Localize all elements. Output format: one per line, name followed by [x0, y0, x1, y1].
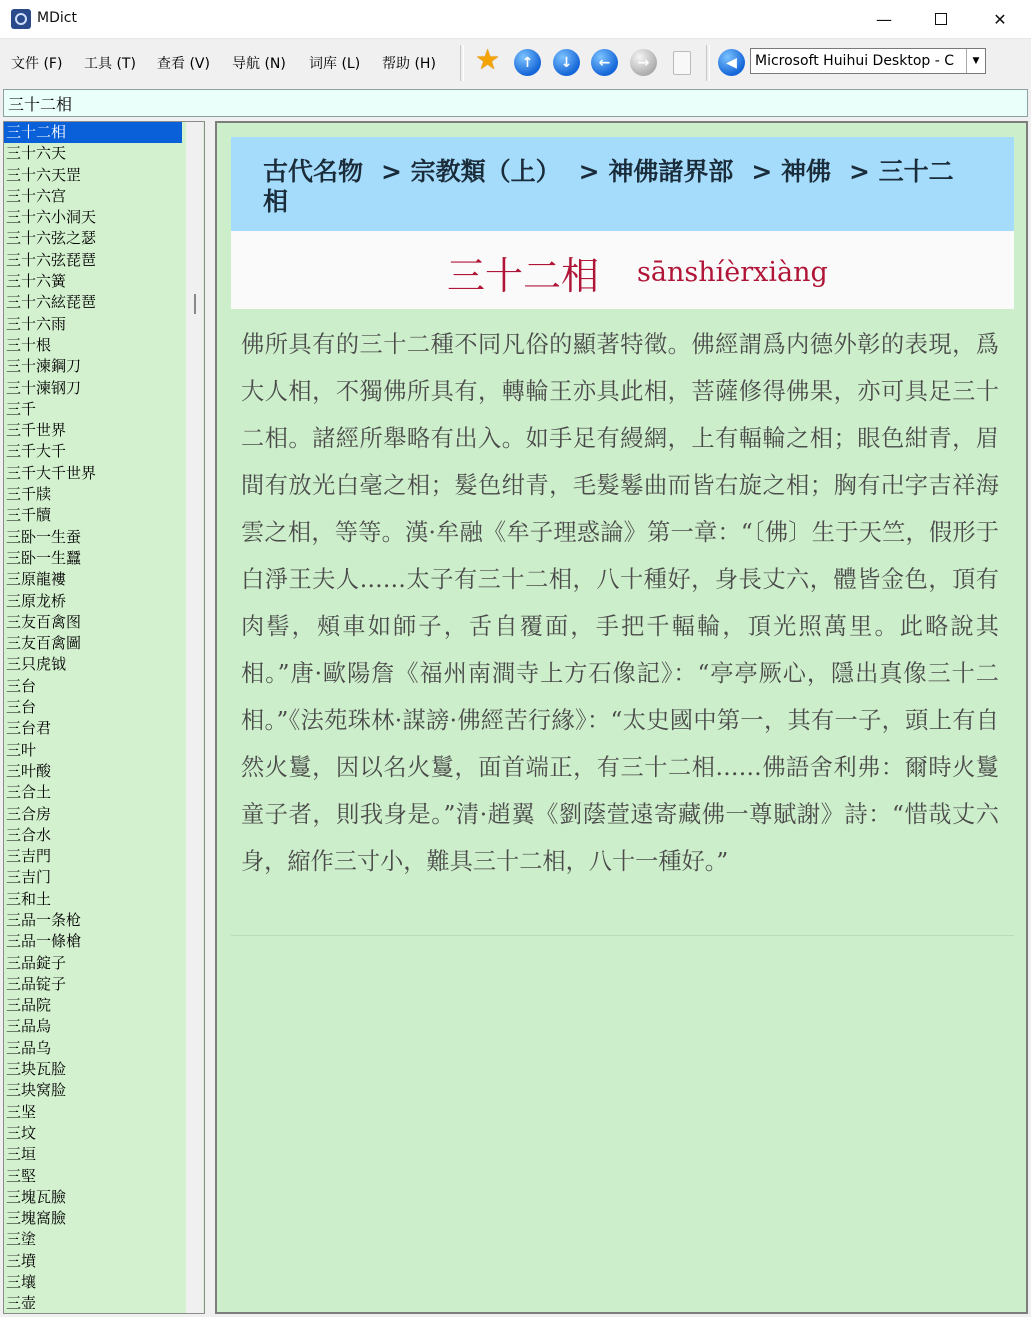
word-list[interactable] — [3, 121, 205, 1314]
word-list-item[interactable]: 三和土 — [6, 889, 52, 908]
word-list-item[interactable]: 三合水 — [6, 825, 52, 844]
word-list-item[interactable]: 三十六天 — [6, 144, 67, 163]
toolbar-separator — [706, 45, 710, 81]
menu-navigate[interactable]: 导航 (N) — [232, 56, 286, 72]
word-list-item[interactable]: 三友百禽圖 — [6, 634, 82, 653]
search-input[interactable] — [3, 89, 1028, 117]
menu-library[interactable]: 词库 (L) — [309, 56, 361, 72]
word-list-item[interactable]: 三墳 — [6, 1251, 37, 1270]
word-list-item[interactable]: 三品乌 — [6, 1038, 52, 1057]
word-list-item[interactable]: 三友百禽图 — [6, 612, 82, 631]
word-list-item[interactable]: 三台 — [6, 698, 37, 717]
arrow-left-icon[interactable]: ← — [591, 49, 618, 76]
close-button[interactable]: ✕ — [993, 9, 1007, 29]
word-list-scrollbar[interactable] — [186, 122, 203, 1313]
word-list-item[interactable]: 三吉門 — [6, 847, 52, 866]
minimize-button[interactable]: — — [876, 9, 892, 29]
word-list-item[interactable]: 三十湅钢刀 — [6, 378, 82, 397]
word-list-item[interactable]: 三垣 — [6, 1145, 37, 1164]
word-list-items — [4, 122, 182, 1314]
word-list-item[interactable]: 三十二相 — [4, 122, 182, 143]
word-list-item[interactable]: 三千 — [6, 399, 37, 418]
word-list-item[interactable]: 三壤 — [6, 1273, 37, 1292]
word-list-item[interactable]: 三十六宫 — [6, 186, 67, 205]
word-list-item[interactable]: 三块瓦脸 — [6, 1060, 67, 1079]
word-list-item[interactable]: 三坟 — [6, 1123, 37, 1142]
arrow-up-icon[interactable]: ↑ — [514, 49, 541, 76]
maximize-button[interactable] — [912, 0, 970, 38]
clipboard-icon[interactable] — [668, 49, 695, 76]
word-list-item[interactable]: 三十六絃琵琶 — [6, 293, 97, 312]
breadcrumb-item[interactable]: > 三十二相 — [263, 157, 954, 216]
word-list-item[interactable]: 三只虎钺 — [6, 655, 67, 674]
word-list-item[interactable]: 三堅 — [6, 1166, 37, 1185]
word-list-item[interactable]: 三十根 — [6, 335, 52, 354]
word-list-item[interactable]: 三台君 — [6, 719, 52, 738]
divider — [231, 935, 1014, 936]
headword-box — [231, 231, 1014, 309]
word-list-item[interactable]: 三千大千世界 — [6, 463, 97, 482]
word-list-item[interactable]: 三卧一生蚕 — [6, 527, 82, 546]
breadcrumb — [231, 137, 1014, 231]
word-list-item[interactable]: 三原龍褸 — [6, 570, 67, 589]
word-list-item[interactable]: 三品一條槍 — [6, 932, 82, 951]
menu-tools[interactable]: 工具 (T) — [84, 56, 136, 72]
word-list-item[interactable]: 三叶酸 — [6, 761, 52, 780]
speaker-icon[interactable]: ◀ — [718, 49, 745, 76]
window-title: MDict — [37, 10, 77, 26]
breadcrumb-item[interactable]: 古代名物 — [263, 157, 364, 186]
toolbar-separator — [460, 45, 464, 81]
pinyin: sānshíèrxiàng — [637, 257, 828, 288]
voice-select[interactable] — [750, 48, 986, 74]
definition-text: 佛所具有的三十二種不同凡俗的顯著特徵。佛經謂爲内德外彰的表現，爲大人相，不獨佛所具有，轉輪王亦具此相，菩薩修得佛果，亦可具足三十二相。諸經所舉略有出入。如手足有縵網，上有輻輪之相；眼色紺青，眉間有放光白毫之相；髮色绀青，毛髮鬈曲而皆右旋之相；胸有卍字吉祥海雲之相，等等。漢·牟融《牟子理惑論》第一章：“〔佛〕生于天竺，假形于白淨王夫人……太子有三十二相，八十種好，身長丈六，體皆金色，頂有肉髻，頰車如師子，舌自覆面，手把千輻輪，頂光照萬里。此略說其相。”唐·歐陽詹《福州南澗寺上方石像記》：“亭亭厥心，隱出真像三十二相。”《法苑珠林·謀謗·佛經苦行緣》：“太史國中第一，其有一子，頭上有自然火鬘，因以名火鬘，面首端正，有三十二相……佛語舍利弗：爾時火鬘童子者，則我身是。”清·趙翼《劉蔭萱遠寄藏佛一尊賦謝》詩：“惜哉丈六身，縮作三寸小，難具三十二相，八十一種好。” — [241, 331, 999, 875]
word-list-item[interactable]: 三合房 — [6, 804, 52, 823]
word-list-item[interactable]: 三千世界 — [6, 421, 67, 440]
word-list-item[interactable]: 三十六簧 — [6, 272, 67, 291]
word-list-item[interactable]: 三卧一生蠶 — [6, 548, 82, 567]
menu-toolbar — [0, 39, 1031, 87]
word-list-item[interactable]: 三块窝脸 — [6, 1081, 67, 1100]
breadcrumb-item[interactable]: > 神佛諸界部 — [578, 157, 734, 186]
word-list-item[interactable]: 三塗 — [6, 1230, 37, 1249]
voice-select-value: Microsoft Huihui Desktop - C — [755, 53, 955, 69]
word-list-item[interactable]: 三十六弦之瑟 — [6, 229, 97, 248]
word-list-item[interactable]: 三千大千 — [6, 442, 67, 461]
maximize-icon — [935, 13, 947, 25]
menu-help[interactable]: 帮助 (H) — [382, 56, 436, 72]
word-list-item[interactable]: 三合土 — [6, 783, 52, 802]
word-list-item[interactable]: 三台 — [6, 676, 37, 695]
definition-pane — [215, 121, 1028, 1314]
word-list-item[interactable]: 三十六天罡 — [6, 165, 82, 184]
arrow-down-icon[interactable]: ↓ — [553, 49, 580, 76]
word-list-item[interactable]: 三十六雨 — [6, 314, 67, 333]
word-list-item[interactable]: 三原龙桥 — [6, 591, 67, 610]
word-list-item[interactable]: 三十六弦琵琶 — [6, 250, 97, 269]
word-list-item[interactable]: 三品烏 — [6, 1017, 52, 1036]
word-list-item[interactable]: 三千牍 — [6, 485, 52, 504]
word-list-item[interactable]: 三品錠子 — [6, 953, 67, 972]
word-list-item[interactable]: 三叶 — [6, 740, 37, 759]
chevron-down-icon[interactable]: ▼ — [966, 49, 985, 73]
app-icon — [11, 9, 31, 29]
menu-view[interactable]: 查看 (V) — [157, 56, 210, 72]
word-list-item[interactable]: 三品院 — [6, 996, 52, 1015]
arrow-right-icon[interactable]: → — [630, 49, 657, 76]
scrollbar-thumb[interactable] — [194, 294, 196, 314]
word-list-item[interactable]: 三塊瓦臉 — [6, 1187, 67, 1206]
word-list-item[interactable]: 三壶 — [6, 1294, 37, 1313]
star-icon[interactable]: ★ — [474, 43, 501, 76]
word-list-item[interactable]: 三十湅鋼刀 — [6, 357, 82, 376]
word-list-item[interactable]: 三十六小洞天 — [6, 208, 97, 227]
word-list-item[interactable]: 三品一条枪 — [6, 910, 82, 929]
breadcrumb-item[interactable]: > 神佛 — [751, 157, 831, 186]
headword: 三十二相 — [447, 254, 600, 298]
word-list-item[interactable]: 三品锭子 — [6, 974, 67, 993]
menu-file[interactable]: 文件 (F) — [11, 56, 63, 72]
word-list-item[interactable]: 三千牘 — [6, 506, 52, 525]
word-list-item[interactable]: 三塊窩臉 — [6, 1209, 67, 1228]
word-list-item[interactable]: 三坚 — [6, 1102, 37, 1121]
breadcrumb-item[interactable]: > 宗教類（上） — [381, 157, 561, 186]
title-bar — [0, 0, 1031, 39]
word-list-item[interactable]: 三吉门 — [6, 868, 52, 887]
